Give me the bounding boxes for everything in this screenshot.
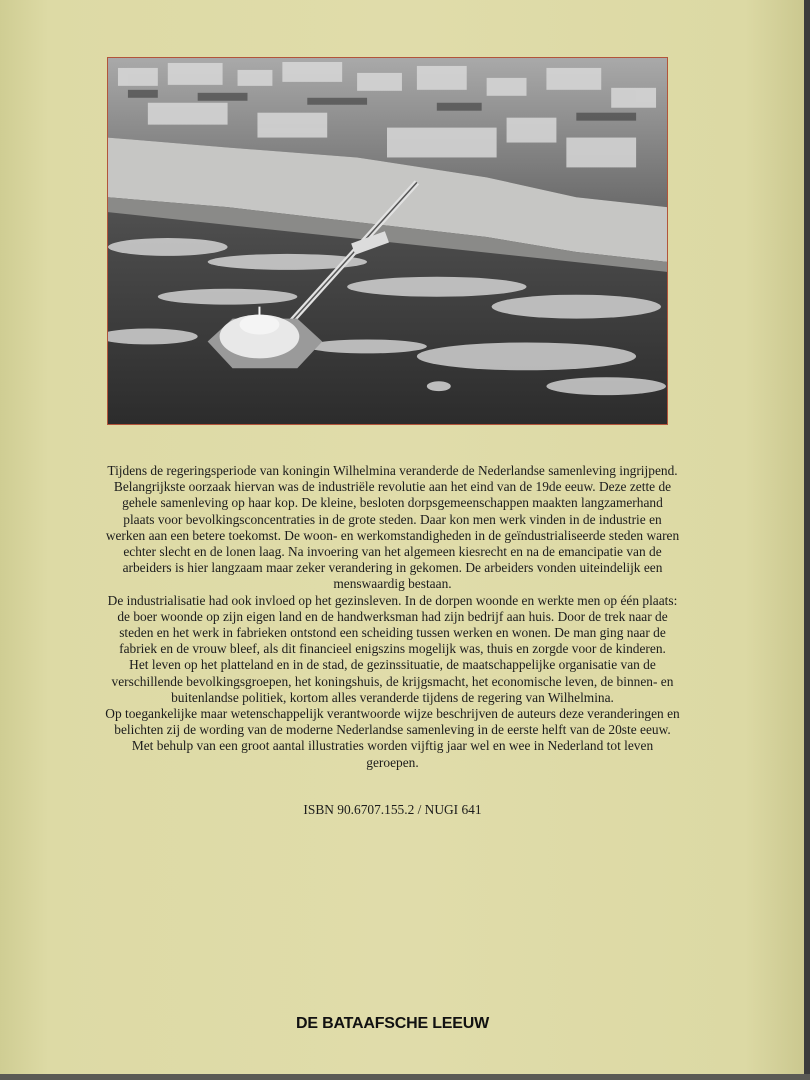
blurb-paragraph: Tijdens de regeringsperiode van koningin Wilhelmina veranderde de Nederlandse samenleving ingrijpend. Belangrijkste oorzaak hiervan was de industriële revolutie aan het eind van de 19de eeuw. Deze zette de gehele samenleving op haar kop. De kleine, besloten dorpsgemeenschappen maakten langzamerhand plaats voor bevolkingsconcentraties in de grote steden. Daar kon men werk vinden in de industrie en werken aan een betere toekomst. De woon- en werkomstandigheden in de geïndustrialiseerde steden waren echter slecht en de lonen laag. Na invoering van het algemeen kiesrecht en na de emancipatie van de arbeiders is hier langzaam maar zeker verandering in gekomen. De arbeiders vonden uiteindelijk een menswaardig bestaan. [105, 463, 680, 592]
cover-edge-shadow [804, 0, 810, 1080]
publisher-name: DE BATAAFSCHE LEEUW [296, 1015, 489, 1032]
aerial-pier-photo [107, 57, 668, 425]
cover-bottom-shadow [0, 1074, 810, 1080]
isbn-line: ISBN 90.6707.155.2 / NUGI 641 [303, 802, 482, 817]
back-cover-blurb [105, 463, 680, 771]
aerial-pier-illustration [108, 58, 667, 424]
blurb-paragraph: De industrialisatie had ook invloed op het gezinsleven. In de dorpen woonde en werkte men op één plaats: de boer woonde op zijn eigen land en de handwerksman had zijn bedrijf aan huis. Door de trek naar de steden en het werk in fabrieken ontstond een scheiding tussen werken en wonen. De man ging naar de fabriek en de vrouw bleef, als dit financieel enigszins mogelijk was, thuis en zorgde voor de kinderen. [107, 592, 678, 657]
blurb-paragraph: Het leven op het platteland en in de stad, de gezinssituatie, de maatschappelijke organisatie van de verschillende bevolkingsgroepen, het koningshuis, de krijgsmacht, het economische leven, de binnen- en buitenlandse politiek, kortom alles veranderde tijdens de regering van Wilhelmina. [111, 657, 674, 705]
blurb-paragraph: Op toegankelijke maar wetenschappelijk verantwoorde wijze beschrijven de auteurs deze veranderingen en belichten zij de wording van de moderne Nederlandse samenleving in de eerste helft van de 20ste eeuw. Met behulp van een groot aantal illustraties worden vijftig jaar wel en wee in Nederland tot leven geroepen. [105, 706, 680, 770]
